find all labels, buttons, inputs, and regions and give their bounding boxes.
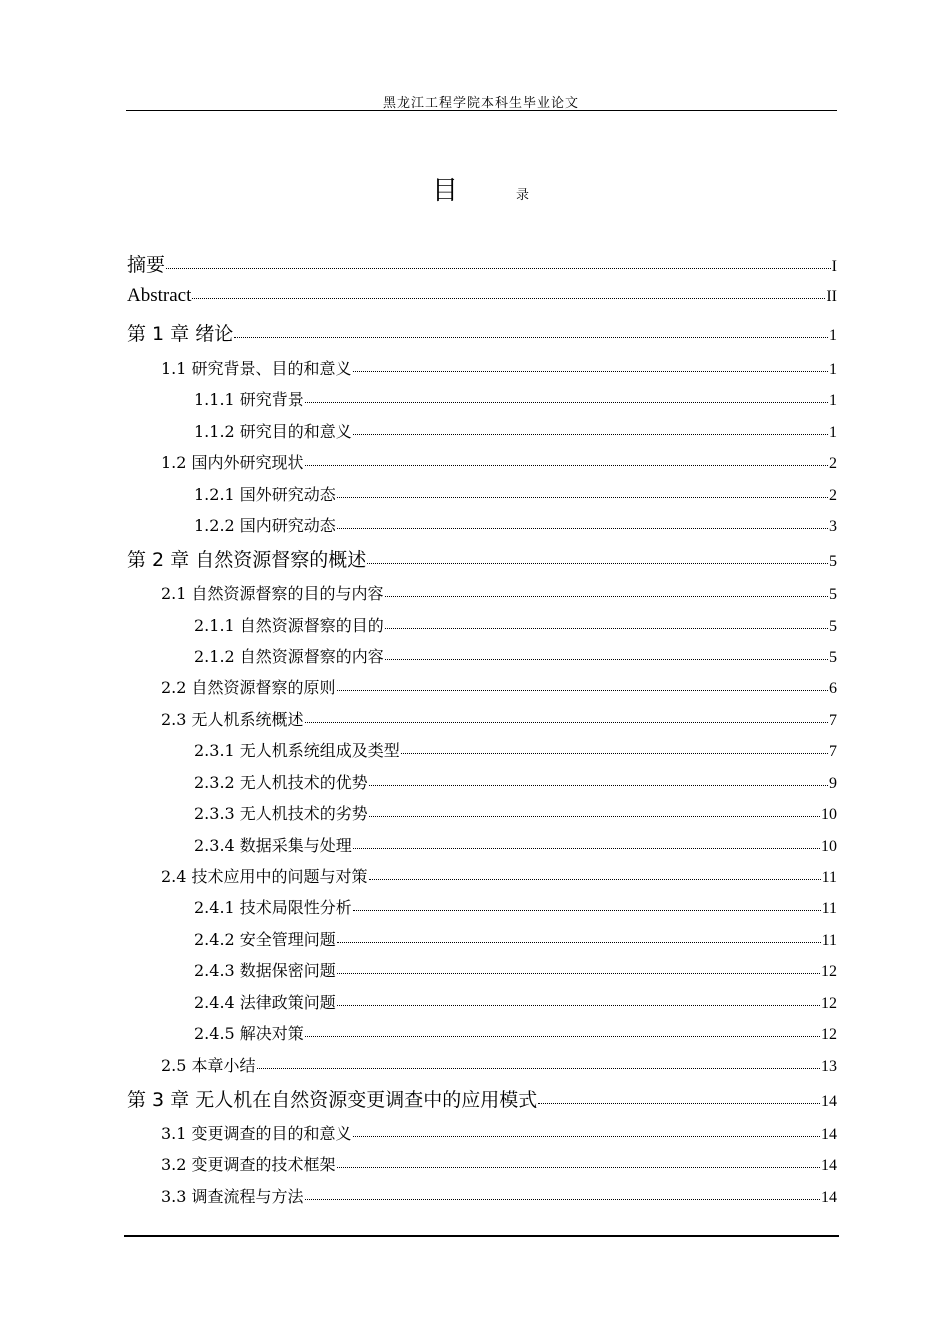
toc-title-char-1: 目: [432, 176, 459, 206]
toc-leader-dots: [353, 371, 828, 372]
toc-leader-dots: [353, 1136, 820, 1137]
toc-page-number: I: [831, 258, 837, 275]
toc-entry-label: 第 2 章 自然资源督察的概述: [127, 549, 367, 571]
toc-page-number: 2: [829, 487, 837, 504]
toc-leader-dots: [257, 1068, 820, 1069]
toc-entry[interactable]: [194, 801, 837, 824]
toc-entry-label: 2.4.5 解决对策: [194, 1024, 304, 1043]
toc-entry-label: 2.3.1 无人机系统组成及类型: [194, 741, 400, 760]
toc-page-number: 11: [821, 869, 837, 886]
toc-leader-dots: [337, 973, 820, 974]
toc-entry[interactable]: [194, 990, 837, 1013]
toc-entry-label: Abstract: [127, 285, 192, 306]
toc-entry-label: 2.3.4 数据采集与处理: [194, 836, 352, 855]
toc-entry[interactable]: [127, 1085, 837, 1112]
toc-leader-dots: [369, 785, 828, 786]
toc-entry-label: 2.4 技术应用中的问题与对策: [161, 867, 368, 886]
toc-entry[interactable]: [161, 356, 837, 379]
toc-entry[interactable]: [127, 319, 837, 346]
toc-entry[interactable]: [161, 1121, 837, 1144]
toc-leader-dots: [538, 1103, 820, 1104]
toc-leader-dots: [305, 1199, 820, 1200]
toc-entry-label: 2.3.3 无人机技术的劣势: [194, 804, 368, 823]
toc-leader-dots: [337, 528, 828, 529]
toc-entry[interactable]: [194, 613, 837, 636]
toc-leader-dots: [234, 337, 828, 338]
toc-entry-label: 2.2 自然资源督察的原则: [161, 678, 336, 697]
toc-page-number: 14: [821, 1126, 837, 1143]
toc-entry[interactable]: [161, 864, 837, 887]
toc-entry[interactable]: [194, 958, 837, 981]
toc-entry-label: 2.1.1 自然资源督察的目的: [194, 616, 384, 635]
toc-page-number: 1: [829, 424, 837, 441]
toc-page-number: 2: [829, 455, 837, 472]
toc-page-number: 12: [821, 963, 837, 980]
toc-leader-dots: [385, 659, 828, 660]
toc-entry-label: 3.2 变更调查的技术框架: [161, 1155, 336, 1174]
toc-entry[interactable]: [194, 833, 837, 856]
toc-page-number: 13: [821, 1058, 837, 1075]
toc-page-number: 12: [821, 995, 837, 1012]
toc-entry-label: 2.4.2 安全管理问题: [194, 930, 336, 949]
toc-entry[interactable]: [194, 738, 837, 761]
toc-page-number: 9: [829, 775, 837, 792]
toc-page-number: 10: [821, 806, 837, 823]
toc-entry[interactable]: [161, 1184, 837, 1207]
toc-entry[interactable]: [194, 1021, 837, 1044]
toc-entry[interactable]: [194, 513, 837, 536]
running-header: 黑龙江工程学院本科生毕业论文: [382, 96, 579, 111]
toc-leader-dots: [337, 497, 828, 498]
toc-entry-label: 2.4.3 数据保密问题: [194, 961, 336, 980]
toc-leader-dots: [385, 596, 828, 597]
toc-entry-label: 1.2.1 国外研究动态: [194, 485, 336, 504]
toc-leader-dots: [385, 628, 828, 629]
toc-page-number: 11: [821, 932, 837, 949]
toc-leader-dots: [305, 1036, 820, 1037]
toc-leader-dots: [369, 816, 820, 817]
toc-entry[interactable]: [161, 1152, 837, 1175]
toc-page-number: 3: [829, 518, 837, 535]
toc-page-number: 11: [821, 900, 837, 917]
toc-page-number: 1: [829, 392, 837, 409]
toc-page-number: 1: [829, 361, 837, 378]
toc-leader-dots: [305, 722, 828, 723]
toc-entry[interactable]: [127, 285, 837, 307]
toc-entry[interactable]: [161, 1053, 837, 1076]
toc-page-number: 14: [821, 1093, 837, 1110]
toc-page-number: 5: [829, 618, 837, 635]
toc-entry-label: 1.2 国内外研究现状: [161, 453, 304, 472]
toc-entry[interactable]: [127, 250, 837, 277]
toc-entry[interactable]: [161, 581, 837, 604]
toc-entry-label: 3.3 调查流程与方法: [161, 1187, 304, 1206]
toc-entry-label: 2.3 无人机系统概述: [161, 710, 304, 729]
toc-leader-dots: [353, 910, 821, 911]
toc-page-number: 5: [829, 553, 837, 570]
footer-rule: [124, 1235, 839, 1237]
toc-title: [0, 170, 950, 210]
toc-leader-dots: [353, 848, 820, 849]
toc-entry-label: 1.2.2 国内研究动态: [194, 516, 336, 535]
toc-entry[interactable]: [161, 675, 837, 698]
toc-entry-label: 2.1.2 自然资源督察的内容: [194, 647, 384, 666]
toc-title-char-2: 录: [516, 188, 530, 203]
toc-leader-dots: [337, 1167, 820, 1168]
toc-page-number: 12: [821, 1026, 837, 1043]
toc-entry[interactable]: [194, 644, 837, 667]
toc-leader-dots: [166, 268, 831, 269]
toc-leader-dots: [337, 942, 821, 943]
toc-entry[interactable]: [194, 387, 837, 410]
toc-page-number: 6: [829, 680, 837, 697]
toc-page-number: 7: [829, 743, 837, 760]
toc-entry-label: 2.4.4 法律政策问题: [194, 993, 336, 1012]
toc-leader-dots: [337, 1005, 820, 1006]
toc-leader-dots: [305, 402, 828, 403]
toc-entry-label: 1.1.1 研究背景: [194, 390, 304, 409]
toc-leader-dots: [305, 465, 828, 466]
toc-entry-label: 1.1.2 研究目的和意义: [194, 422, 352, 441]
toc-leader-dots: [401, 753, 828, 754]
toc-page-number: II: [826, 288, 837, 305]
toc-entry-label: 2.5 本章小结: [161, 1056, 256, 1075]
toc-entry-label: 第 3 章 无人机在自然资源变更调查中的应用模式: [127, 1089, 538, 1111]
toc-page-number: 7: [829, 712, 837, 729]
toc-entry[interactable]: [127, 545, 837, 572]
toc-entry[interactable]: [161, 450, 837, 473]
toc-leader-dots: [192, 298, 825, 299]
toc-page-number: 14: [821, 1189, 837, 1206]
toc-entry-label: 3.1 变更调查的目的和意义: [161, 1124, 352, 1143]
toc-entry-label: 2.3.2 无人机技术的优势: [194, 773, 368, 792]
toc-leader-dots: [337, 690, 828, 691]
toc-entry[interactable]: [194, 927, 837, 950]
toc-entry-label: 第 1 章 绪论: [127, 323, 234, 345]
toc-entry[interactable]: [161, 707, 837, 730]
toc-entry[interactable]: [194, 419, 837, 442]
toc-entry[interactable]: [194, 770, 837, 793]
toc-page-number: 10: [821, 838, 837, 855]
toc-page-number: 5: [829, 586, 837, 603]
toc-page-number: 14: [821, 1157, 837, 1174]
toc-entry-label: 1.1 研究背景、目的和意义: [161, 359, 352, 378]
toc-leader-dots: [367, 563, 828, 564]
toc-page-number: 1: [829, 327, 837, 344]
header-rule: [126, 110, 837, 111]
toc-entry-label: 2.4.1 技术局限性分析: [194, 898, 352, 917]
toc-entry-label: 2.1 自然资源督察的目的与内容: [161, 584, 384, 603]
toc-entry[interactable]: [194, 482, 837, 505]
toc-leader-dots: [353, 434, 828, 435]
toc-page-number: 5: [829, 649, 837, 666]
toc-leader-dots: [369, 879, 821, 880]
toc-entry[interactable]: [194, 895, 837, 918]
toc-entry-label: 摘要: [127, 254, 166, 276]
